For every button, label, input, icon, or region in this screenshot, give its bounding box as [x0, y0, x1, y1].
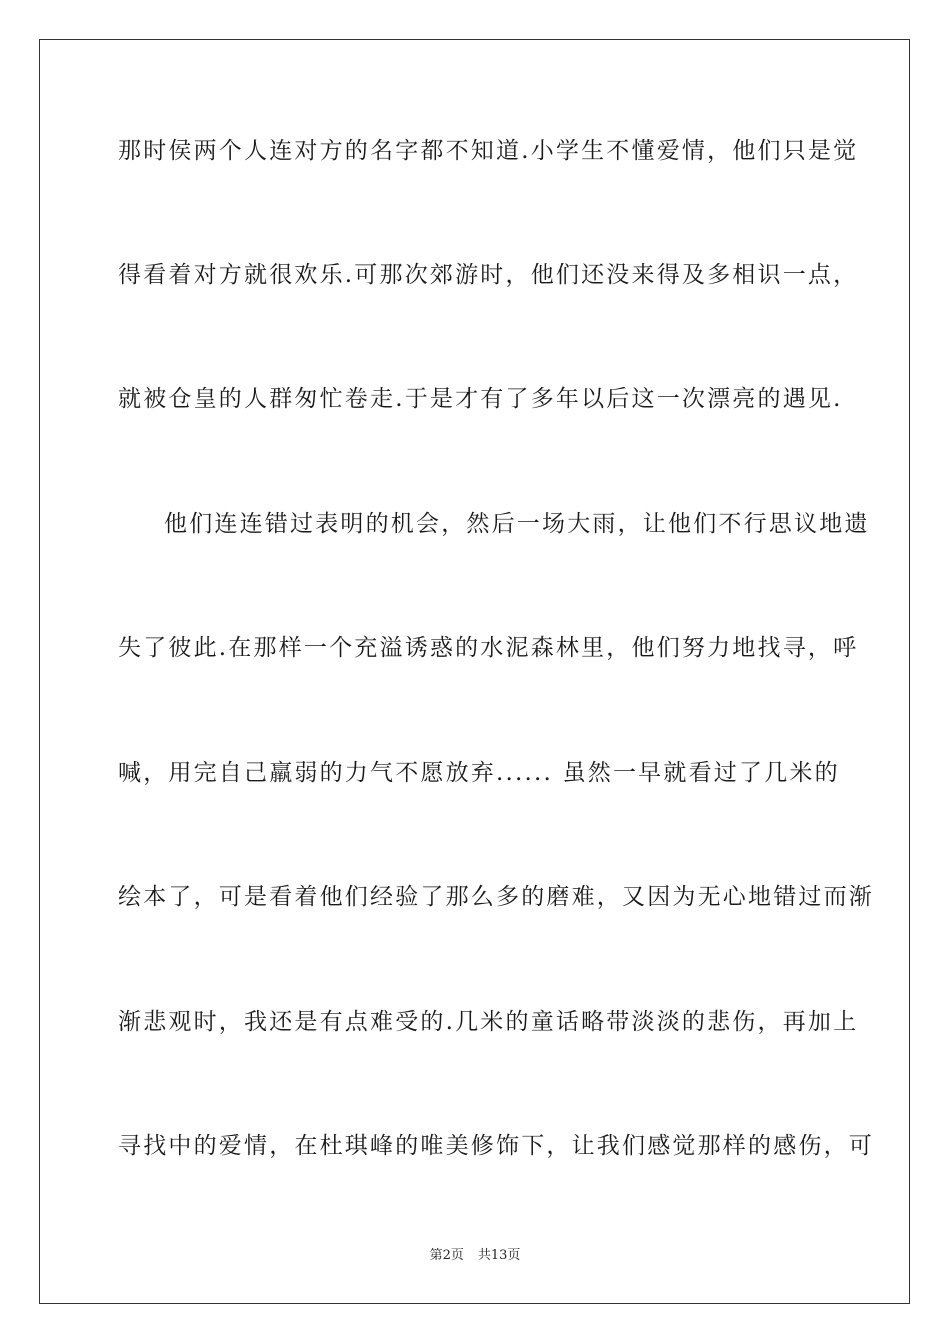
text-line: 渐悲观时，我还是有点难受的.几米的童话略带淡淡的悲伤，再加上 [118, 1009, 859, 1035]
page-footer [0, 1247, 950, 1265]
paragraph-first-line: 他们连连错过表明的机会，然后一场大雨，让他们不行思议地遗 [164, 511, 870, 537]
text-line: 那时侯两个人连对方的名字都不知道.小学生不懂爱情，他们只是觉 [118, 138, 859, 164]
text-line: 得看着对方就很欢乐.可那次郊游时，他们还没来得及多相识一点， [118, 262, 859, 288]
text-line: 失了彼此.在那样一个充溢诱惑的水泥森林里，他们努力地找寻，呼 [118, 635, 859, 661]
page-border [39, 39, 910, 1304]
text-line: 寻找中的爱情，在杜琪峰的唯美修饰下，让我们感觉那样的感伤，可 [118, 1133, 874, 1159]
page-total: 共13页 [477, 1248, 521, 1263]
text-line: 就被仓皇的人群匆忙卷走.于是才有了多年以后这一次漂亮的遇见. [118, 386, 843, 412]
page-number: 第2页 [429, 1248, 464, 1263]
text-line: 喊，用完自己羸弱的力气不愿放弃...... 虽然一早就看过了几米的 [118, 760, 840, 786]
text-line: 绘本了，可是看着他们经验了那么多的磨难，又因为无心地错过而渐 [118, 884, 874, 910]
